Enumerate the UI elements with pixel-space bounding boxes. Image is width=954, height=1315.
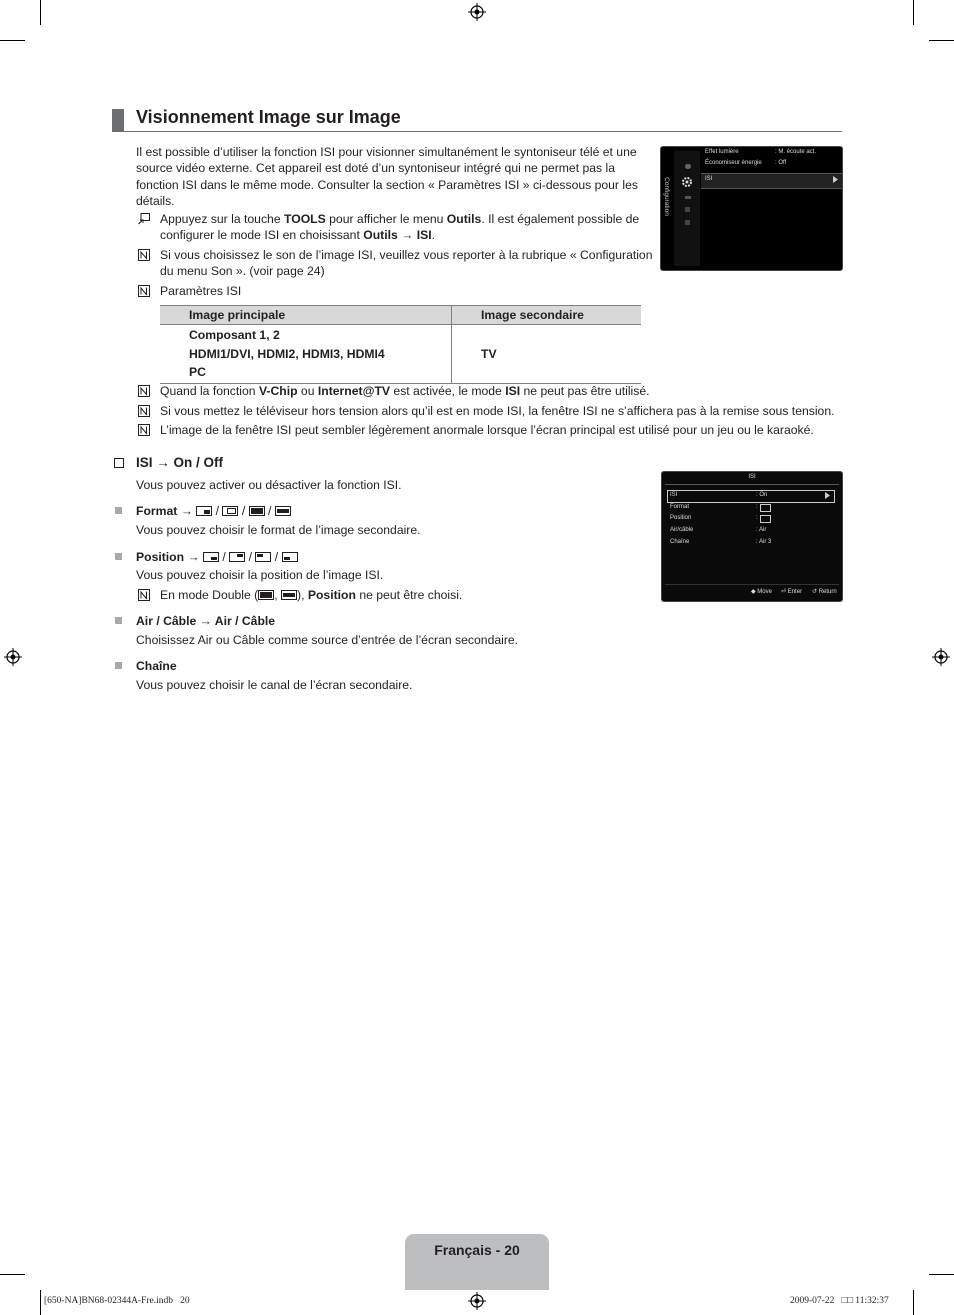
note-text: ne peut être choisi.	[355, 588, 463, 602]
osd-row-label: Chaîne	[670, 539, 690, 545]
position-note: En mode Double ( , ), Position ne peut être choisi.	[160, 588, 463, 602]
date-meta: 2009-07-22 □□ 11:32:37	[790, 1296, 889, 1306]
crop-mark	[40, 0, 41, 25]
internet-tv-term: Internet@TV	[317, 384, 391, 398]
note-text: Appuyez sur la touche	[160, 212, 284, 226]
format-medium-icon	[222, 506, 238, 516]
position-top-left-icon	[255, 552, 271, 562]
bullet-icon	[115, 553, 122, 560]
section-isi-desc: Vous pouvez activer ou désactiver la fonction ISI.	[136, 478, 402, 492]
crop-mark	[913, 1290, 914, 1315]
table-cell-line: Composant 1, 2	[189, 328, 280, 342]
osd-row-label: Format	[670, 504, 690, 510]
bullet-icon	[115, 662, 122, 669]
note-text: ou	[297, 384, 318, 398]
note-text: Quand la fonction	[160, 384, 259, 398]
crop-mark	[0, 1274, 25, 1275]
note-text: En mode Double (	[160, 588, 259, 602]
tools-note	[160, 211, 650, 244]
note-icon	[138, 249, 150, 261]
format-double-icon	[258, 590, 274, 600]
note-text: . Il est également possible de	[481, 212, 640, 226]
tools-icon	[138, 213, 150, 225]
arrow-right-icon	[833, 176, 838, 183]
crop-mark	[929, 1274, 954, 1275]
osd-hint-rule	[665, 584, 839, 585]
table-cell-sub: TV	[452, 325, 642, 384]
osd-row-highlight	[701, 173, 842, 189]
outils-term: Outils	[446, 212, 482, 226]
position-line: Position → / / /	[136, 549, 298, 565]
isi-term: ISI	[416, 228, 432, 243]
table-cell-line: HDMI1/DVI, HDMI2, HDMI3, HDMI4	[189, 346, 385, 361]
osd-row-value: : On	[756, 492, 768, 498]
osd-isi-screen	[661, 471, 843, 602]
air-desc: Choisissez Air ou Câble comme source d’entrée de l’écran secondaire.	[136, 633, 519, 647]
isi-params-table	[160, 305, 641, 384]
file-meta: [650-NA]BN68-02344A-Fre.indb 20	[44, 1296, 190, 1306]
note-game: L’image de la fenêtre ISI peut sembler légèrement anormale lorsque l’écran principal est utilisé pour un jeu ou le karaoké.	[160, 423, 814, 437]
position-label: Position →	[136, 550, 200, 564]
position-term: Position	[307, 588, 356, 602]
air-label: Air / Câble → Air / Câble	[136, 614, 276, 628]
crop-mark	[913, 0, 914, 25]
position-bottom-left-icon	[282, 552, 298, 562]
osd-row-value: : M. écoute act.	[775, 149, 817, 155]
note-vchip	[160, 383, 650, 399]
table-header-sub: Image secondaire	[452, 306, 642, 325]
osd-row-value: : Air 3	[756, 539, 772, 545]
table-cell-main	[160, 325, 452, 384]
osd-title: ISI	[748, 474, 756, 480]
osd-hint-move: ◆ Move	[751, 589, 772, 595]
osd-position-icon	[760, 515, 771, 523]
osd-row-label: ISI	[705, 176, 713, 182]
note-text: configurer le mode ISI en choisissant	[160, 228, 364, 243]
osd-hint-label: Move	[757, 589, 772, 595]
heading-bar	[112, 109, 124, 132]
position-bottom-right-icon	[203, 552, 219, 562]
osd-row-value: : Off	[775, 160, 787, 166]
osd-row-value: : Air	[756, 527, 767, 533]
osd-format-icon	[760, 504, 771, 512]
note-icon	[138, 589, 150, 601]
note-sound: Si vous choisissez le son de l’image ISI, veuillez vous reporter à la rubrique « Configuration du menu Son ». (voir page 24)	[160, 248, 653, 279]
note-icon	[138, 424, 150, 436]
note-icon	[138, 285, 150, 297]
osd-row-value: :	[756, 515, 758, 521]
chaine-desc: Vous pouvez choisir le canal de l’écran secondaire.	[136, 678, 413, 692]
registration-mark-icon	[468, 3, 486, 21]
osd-hint-enter: ⏎ Enter	[781, 589, 803, 595]
crop-mark	[929, 40, 954, 41]
intro-paragraph: Il est possible d’utiliser la fonction ISI pour visionner simultanément le syntoniseur télé et une source vidéo externe. Cet appareil est doté d’un syntoniseur intégré qui ne permet pas la fonction ISI dans le même mode. Consulter la section « Paramètres ISI » ci-dessous pour les détails.	[136, 145, 638, 208]
note-icon	[138, 405, 150, 417]
osd-icon-support	[685, 220, 690, 225]
osd-hint-return: ↺ Return	[812, 589, 837, 595]
note-power-off: Si vous mettez le téléviseur hors tension alors qu’il est en mode ISI, la fenêtre ISI ne s’affichera pas à la remise sous tension.	[160, 404, 835, 418]
osd-row-label: ISI	[670, 492, 678, 498]
gear-icon	[681, 176, 693, 188]
crop-mark	[40, 1290, 41, 1315]
isi-term: ISI	[505, 384, 521, 398]
position-desc: Vous pouvez choisir la position de l’image ISI.	[136, 568, 384, 582]
format-desc: Vous pouvez choisir le format de l’image secondaire.	[136, 523, 421, 537]
crop-mark	[0, 40, 25, 41]
osd-sidebar-label: Configuration	[662, 177, 670, 216]
osd-row-highlight	[667, 490, 835, 503]
osd-hint-label: Return	[818, 589, 837, 595]
heading-rule	[124, 131, 842, 132]
osd-row-label: Position	[670, 515, 692, 521]
note-text: est activée, le mode	[390, 384, 506, 398]
table-cell-line: PC	[189, 365, 206, 379]
chaine-label: Chaîne	[136, 659, 177, 673]
registration-mark-icon	[932, 648, 950, 666]
vchip-term: V-Chip	[258, 384, 298, 398]
osd-title-rule	[665, 484, 839, 485]
osd-icon-app	[685, 207, 690, 212]
tools-key: TOOLS	[283, 212, 326, 226]
section-isi-label: ISI → On / Off	[136, 455, 223, 470]
format-line: Format → / / /	[136, 503, 291, 519]
osd-row-label: Effet lumière	[705, 149, 739, 155]
osd-row-value: :	[756, 504, 758, 510]
osd-icon-input	[685, 196, 691, 199]
registration-mark-icon	[468, 1292, 486, 1310]
format-double-wide-icon	[275, 506, 291, 516]
registration-mark-icon	[4, 648, 22, 666]
format-label: Format →	[136, 504, 193, 518]
note-icon	[138, 385, 150, 397]
section-checkbox-icon	[114, 458, 124, 468]
table-header-main: Image principale	[160, 306, 452, 325]
note-text: pour afficher le menu	[325, 212, 447, 226]
bullet-icon	[115, 617, 122, 624]
outils-term: Outils	[363, 228, 398, 243]
note-text: ne peut pas être utilisé.	[520, 384, 650, 398]
bullet-icon	[115, 507, 122, 514]
arrow: →	[397, 228, 417, 243]
format-small-icon	[196, 506, 212, 516]
osd-hint-label: Enter	[787, 589, 803, 595]
osd-row-label: Économiseur énergie	[705, 160, 762, 166]
note-text: .	[431, 228, 436, 243]
note-text: ),	[297, 588, 308, 602]
position-top-right-icon	[229, 552, 245, 562]
page-number: Français - 20	[434, 1242, 520, 1258]
format-double-icon	[249, 506, 265, 516]
osd-configuration-screen	[660, 146, 843, 271]
format-double-wide-icon	[281, 590, 297, 600]
arrow-right-icon	[825, 492, 830, 499]
osd-row-label: Air/câble	[670, 527, 694, 533]
page-title: Visionnement Image sur Image	[136, 107, 401, 127]
osd-icon-sound	[685, 164, 691, 169]
note-params: Paramètres ISI	[160, 284, 242, 298]
